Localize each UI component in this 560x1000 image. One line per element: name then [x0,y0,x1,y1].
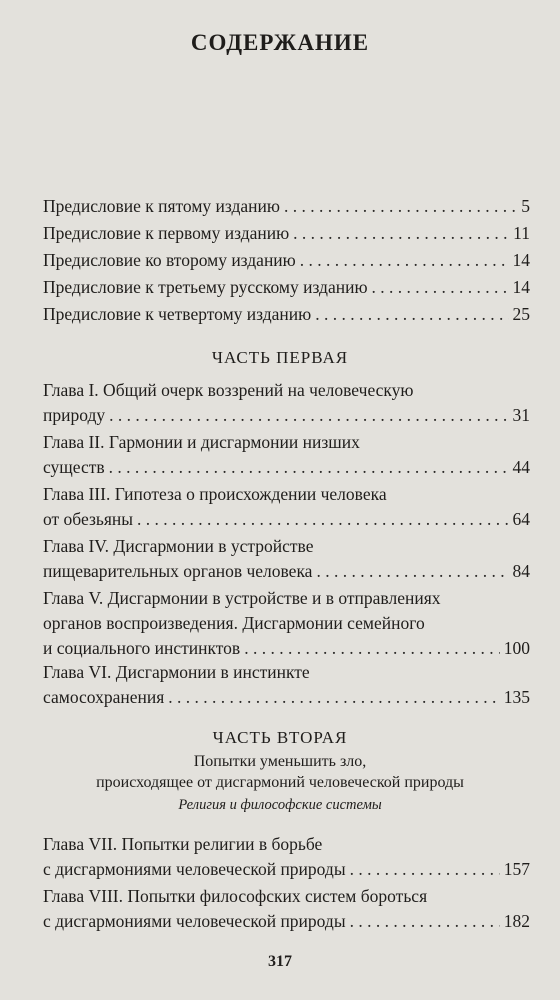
entry-text: и социального инстинктов [43,638,241,658]
entry-text: Предисловие к четвертому изданию [43,304,312,324]
toc-entry [43,482,530,532]
entry-text: от обезьяны [43,509,134,529]
entry-page: 157 [503,859,530,879]
entry-text: органов воспроизведения. Дисгармонии семейного [43,613,425,633]
entry-text: с дисгармониями человеческой природы [43,911,346,931]
leader-dots [300,248,509,273]
entry-page: 11 [513,223,530,243]
entry-page: 64 [512,509,530,529]
entry-text: с дисгармониями человеческой природы [43,859,346,879]
toc-entry [43,660,530,710]
entry-page: 14 [512,277,530,297]
toc-entry [43,275,530,300]
leader-dots [293,221,509,246]
leader-dots [350,857,500,882]
toc-entry [43,832,530,882]
entry-text: существ [43,457,105,477]
toc-entry [43,884,530,934]
entry-page: 31 [512,405,530,425]
entry-text: Предисловие к третьему русскому изданию [43,277,368,297]
leader-dots [372,275,509,300]
toc-entry [43,221,530,246]
entry-text: Предисловие ко второму изданию [43,250,296,270]
part-heading: ЧАСТЬ ВТОРАЯ [212,728,348,747]
entry-text: Глава VIII. Попытки философских систем бороться [43,886,428,906]
toc-entry [43,534,530,584]
entry-page: 25 [512,304,530,324]
toc-entry [43,302,530,327]
entry-text: самосохранения [43,687,165,707]
entry-text: Предисловие к пятому изданию [43,196,280,216]
part-subtitle-italic: Религия и философские системы [178,797,382,813]
part-heading: ЧАСТЬ ПЕРВАЯ [211,348,349,367]
entry-page: 5 [521,196,530,216]
entry-text: Глава VII. Попытки религии в борьбе [43,834,323,854]
toc-entry [43,378,530,428]
entry-text: Глава II. Гармонии и дисгармонии низших [43,432,360,452]
entry-page: 84 [512,561,530,581]
leader-dots [316,559,508,584]
entry-page: 14 [512,250,530,270]
entry-text: Предисловие к первому изданию [43,223,290,243]
toc-entry [43,248,530,273]
page-title: СОДЕРЖАНИЕ [190,30,370,55]
entry-text: Глава III. Гипотеза о происхождении человека [43,484,387,504]
toc-entry [43,194,530,219]
entry-text: Глава VI. Дисгармонии в инстинкте [43,662,310,682]
leader-dots [315,302,508,327]
part-subtitle: Попытки уменьшить зло, [193,753,367,770]
leader-dots [137,507,508,532]
entry-page: 182 [503,911,530,931]
entry-text: Глава I. Общий очерк воззрений на человеческую [43,380,414,400]
toc-entry [43,430,530,480]
entry-text: Глава V. Дисгармонии в устройстве и в отправлениях [43,588,441,608]
leader-dots [168,685,499,710]
entry-page: 135 [503,687,530,707]
page-number: 317 [268,953,292,970]
leader-dots [244,636,500,661]
entry-text: природу [43,405,106,425]
leader-dots [109,455,509,480]
part-subtitle: происходящее от дисгармоний человеческой природы [96,774,464,791]
entry-page: 44 [512,457,530,477]
leader-dots [284,194,517,219]
entry-text: пищеварительных органов человека [43,561,313,581]
leader-dots [109,403,508,428]
leader-dots [350,909,500,934]
entry-text: Глава IV. Дисгармонии в устройстве [43,536,314,556]
toc-entry [43,586,530,661]
entry-page: 100 [503,638,530,658]
